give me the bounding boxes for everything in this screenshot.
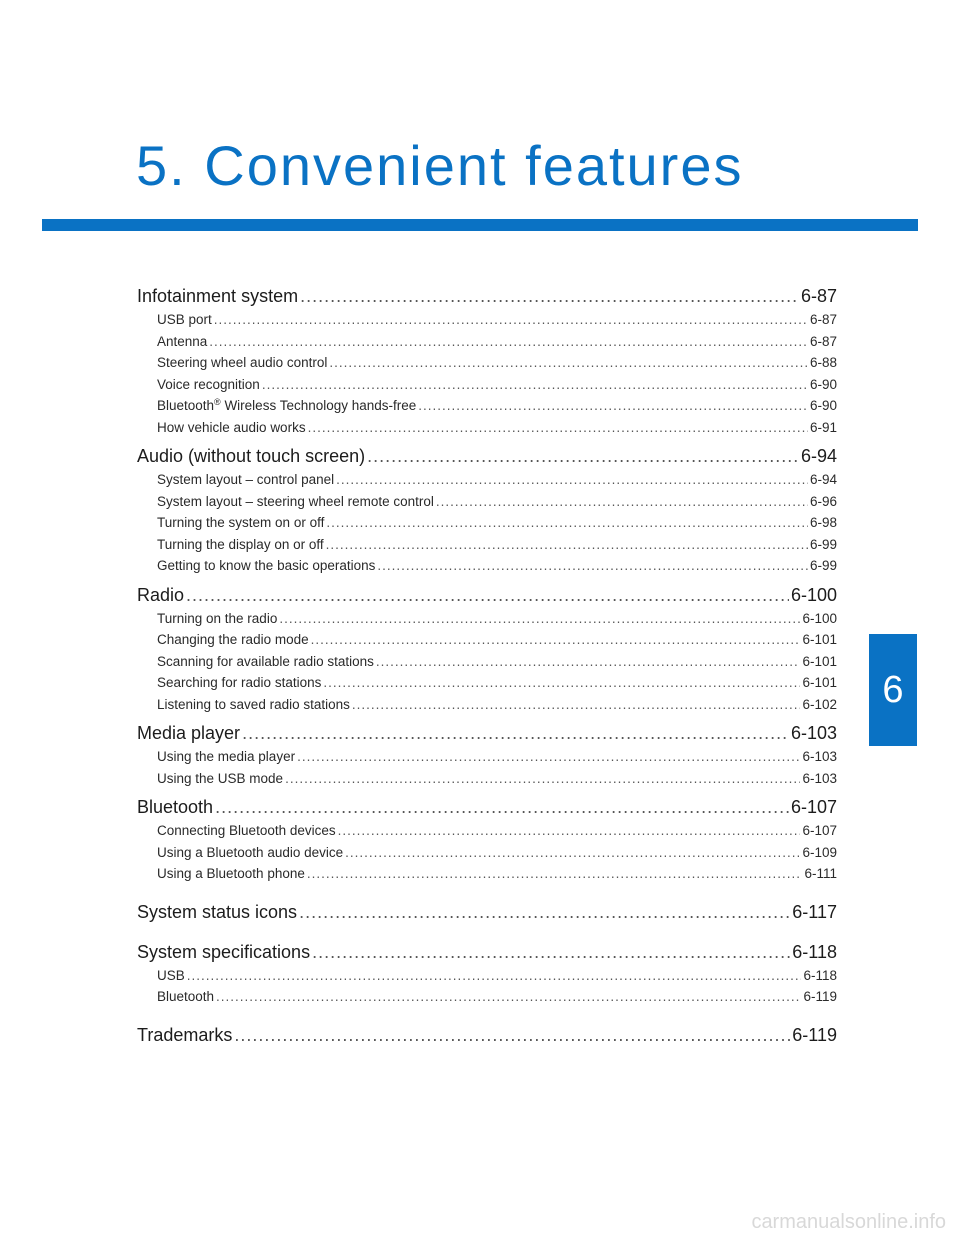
toc-entry-main[interactable] [137, 939, 837, 965]
toc-section-radio [137, 582, 837, 716]
toc-entry-sub[interactable] [137, 352, 837, 374]
toc-leader-dots [242, 720, 789, 746]
toc-entry-sub[interactable] [137, 512, 837, 534]
toc-entry-main[interactable] [137, 443, 837, 469]
toc-entry-title: Turning the display on or off [157, 536, 324, 552]
toc-entry-sub[interactable] [137, 746, 837, 768]
toc-leader-dots [307, 863, 803, 885]
toc-entry-page: 6-94 [800, 446, 837, 466]
toc-entry-sub[interactable] [137, 986, 837, 1008]
toc-entry-page: 6-103 [802, 749, 837, 764]
toc-leader-dots [297, 746, 800, 768]
toc-leader-dots [308, 417, 808, 439]
toc-entry-sub[interactable] [137, 694, 837, 716]
toc-entry-sub[interactable] [137, 395, 837, 417]
chapter-title: 5. Convenient features [136, 134, 744, 197]
toc-entry-title: Getting to know the basic operations [157, 558, 376, 573]
toc-leader-dots [311, 629, 801, 651]
toc-entry-title: Changing the radio mode [157, 632, 309, 647]
toc-leader-dots [216, 986, 801, 1008]
spacer [137, 885, 837, 899]
toc-entry-title-prefix: Bluetooth [157, 398, 215, 413]
toc-entry-title: Turning on the radio [157, 610, 278, 626]
toc-entry-main[interactable] [137, 582, 837, 608]
toc-leader-dots [377, 555, 808, 577]
toc-entry-title: Steering wheel audio control [157, 355, 328, 370]
toc-leader-dots [326, 512, 808, 534]
toc-entry-title: Bluetooth [157, 989, 215, 1004]
toc-entry-page: 6-99 [809, 536, 837, 552]
toc-leader-dots [345, 842, 800, 864]
toc-entry-page: 6-99 [809, 558, 837, 573]
toc-leader-dots [367, 443, 799, 469]
toc-entry-page: 6-87 [800, 286, 837, 306]
toc-entry-title: System layout – control panel [157, 472, 335, 487]
toc-entry-title: Scanning for available radio stations [157, 653, 374, 669]
toc-section-system-specifications [137, 939, 837, 1008]
toc-leader-dots [187, 965, 802, 987]
toc-entry-page: 6-103 [790, 723, 837, 743]
toc-leader-dots [234, 1022, 790, 1048]
toc-leader-dots [285, 768, 800, 790]
toc-leader-dots [326, 534, 808, 556]
toc-section-audio [137, 443, 837, 577]
toc-entry-sub[interactable] [137, 768, 837, 790]
toc-entry-title: System status icons [137, 901, 298, 922]
toc-entry-title: USB [157, 967, 185, 983]
toc-entry-page: 6-118 [792, 941, 837, 962]
toc-entry-page: 6-119 [792, 1024, 837, 1045]
watermark: carmanualsonline.info [751, 1211, 946, 1233]
toc-leader-dots [338, 820, 801, 842]
toc-entry-page: 6-107 [790, 797, 837, 817]
toc-entry-main[interactable] [137, 283, 837, 309]
toc-entry-title: Trademarks [137, 1024, 233, 1045]
toc-leader-dots [329, 352, 808, 374]
toc-entry-page: 6-100 [802, 610, 837, 626]
table-of-contents [137, 283, 837, 1048]
toc-entry-page: 6-101 [802, 653, 837, 669]
toc-entry-page: 6-88 [809, 355, 837, 370]
spacer [137, 925, 837, 939]
toc-entry-sub[interactable] [137, 629, 837, 651]
toc-entry-page: 6-94 [809, 472, 837, 487]
toc-entry-page: 6-102 [802, 696, 837, 712]
toc-entry-sub[interactable] [137, 555, 837, 577]
toc-entry-title: Radio [137, 584, 185, 605]
registered-mark: ® [214, 397, 221, 407]
toc-entry-title: Infotainment system [137, 286, 299, 306]
toc-entry-sub[interactable] [137, 965, 837, 987]
toc-entry-sub[interactable] [137, 469, 837, 491]
toc-entry-title: Using the media player [157, 749, 296, 764]
toc-entry-title: Media player [137, 723, 241, 743]
toc-entry-sub[interactable] [137, 534, 837, 556]
toc-entry-sub[interactable] [137, 863, 837, 885]
toc-entry-page: 6-90 [809, 398, 837, 413]
toc-entry-sub[interactable] [137, 608, 837, 630]
toc-entry-title-suffix: Wireless Technology hands-free [220, 398, 417, 413]
toc-entry-main[interactable] [137, 720, 837, 746]
toc-entry-title: How vehicle audio works [157, 419, 306, 435]
toc-entry-page: 6-90 [809, 376, 837, 392]
toc-entry-title: Bluetooth [137, 797, 214, 817]
toc-section-media-player [137, 720, 837, 789]
toc-entry-page: 6-118 [803, 967, 837, 983]
toc-entry-page: 6-111 [804, 866, 837, 881]
toc-leader-dots [376, 651, 801, 673]
toc-entry-main[interactable] [137, 1022, 837, 1048]
toc-entry-title: USB port [157, 312, 212, 327]
toc-entry-page: 6-96 [809, 493, 837, 509]
toc-entry-page: 6-87 [809, 312, 837, 327]
toc-leader-dots [262, 374, 808, 396]
toc-section-system-status-icons [137, 899, 837, 925]
toc-entry-title: Using a Bluetooth audio device [157, 844, 344, 860]
toc-leader-dots [312, 939, 790, 965]
toc-leader-dots [299, 899, 790, 925]
toc-entry-page: 6-117 [792, 901, 837, 922]
toc-entry-sub[interactable] [137, 374, 837, 396]
toc-leader-dots [323, 672, 800, 694]
toc-entry-page: 6-98 [809, 515, 837, 530]
toc-entry-sub[interactable] [137, 651, 837, 673]
toc-entry-sub[interactable] [137, 309, 837, 331]
toc-entry-title: Using the USB mode [157, 770, 284, 786]
toc-entry-page: 6-101 [802, 675, 837, 690]
toc-entry-title: Audio (without touch screen) [137, 446, 366, 466]
toc-leader-dots [418, 395, 808, 417]
toc-entry-title: Voice recognition [157, 376, 260, 392]
chapter-tab[interactable] [869, 634, 917, 746]
toc-leader-dots [279, 608, 800, 630]
toc-entry-page: 6-100 [790, 584, 837, 605]
toc-entry-title [157, 395, 416, 417]
chapter-tab-number: 6 [882, 668, 904, 711]
spacer [137, 1008, 837, 1022]
toc-entry-page: 6-119 [803, 989, 837, 1004]
toc-entry-main[interactable] [137, 794, 837, 820]
toc-entry-sub[interactable] [137, 491, 837, 513]
toc-leader-dots [215, 794, 789, 820]
toc-entry-title: Using a Bluetooth phone [157, 866, 305, 881]
toc-entry-page: 6-101 [802, 632, 837, 647]
toc-section-infotainment [137, 283, 837, 438]
toc-section-trademarks [137, 1022, 837, 1048]
toc-entry-page: 6-87 [809, 333, 837, 349]
toc-entry-title: Connecting Bluetooth devices [157, 823, 336, 838]
toc-entry-title: Listening to saved radio stations [157, 696, 350, 712]
toc-entry-sub[interactable] [137, 331, 837, 353]
toc-entry-title: Antenna [157, 333, 208, 349]
toc-entry-title: System layout – steering wheel remote control [157, 493, 434, 509]
toc-entry-page: 6-91 [809, 419, 837, 435]
toc-leader-dots [209, 331, 808, 353]
toc-entry-page: 6-107 [802, 823, 837, 838]
toc-entry-sub[interactable] [137, 672, 837, 694]
toc-entry-sub[interactable] [137, 820, 837, 842]
toc-leader-dots [352, 694, 801, 716]
toc-entry-page: 6-109 [802, 844, 837, 860]
toc-leader-dots [214, 309, 808, 331]
toc-entry-title: System specifications [137, 941, 311, 962]
toc-section-bluetooth [137, 794, 837, 885]
toc-leader-dots [336, 469, 808, 491]
title-rule [42, 219, 918, 231]
toc-entry-sub[interactable] [137, 417, 837, 439]
toc-entry-page: 6-103 [802, 770, 837, 786]
toc-entry-title: Turning the system on or off [157, 515, 325, 530]
toc-entry-sub[interactable] [137, 842, 837, 864]
toc-entry-title: Searching for radio stations [157, 675, 322, 690]
toc-leader-dots [300, 283, 799, 309]
toc-leader-dots [186, 582, 789, 608]
toc-entry-main[interactable] [137, 899, 837, 925]
toc-leader-dots [436, 491, 808, 513]
